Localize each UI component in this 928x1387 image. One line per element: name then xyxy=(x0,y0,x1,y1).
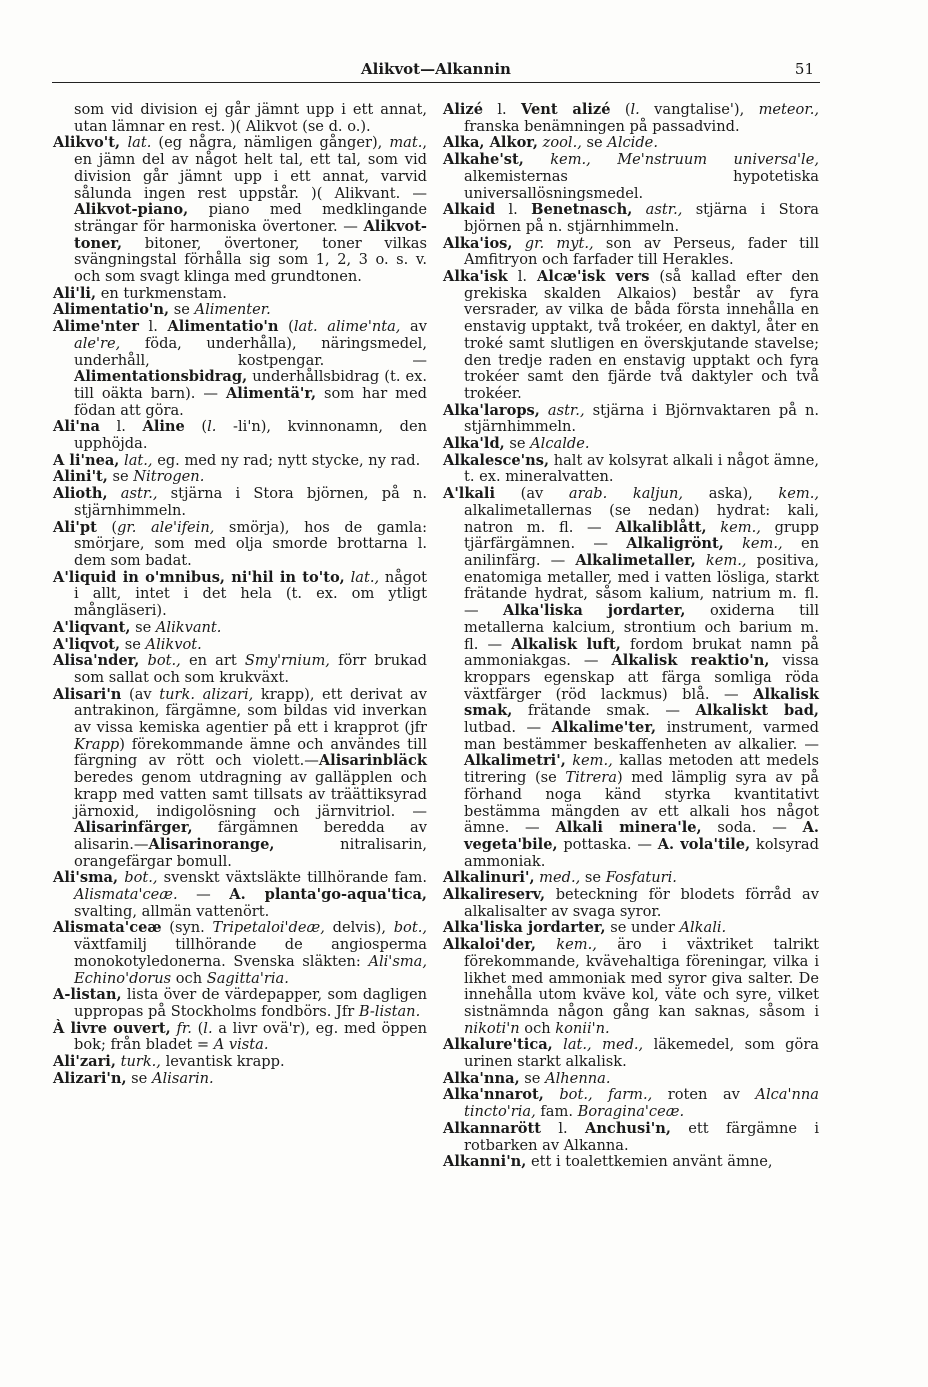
dictionary-entry xyxy=(53,302,427,319)
entry-italic: kem., xyxy=(720,518,761,536)
entry-italic: astr., xyxy=(120,485,158,503)
entry-headword: Alisarinbläck xyxy=(318,752,427,770)
entry-text xyxy=(632,201,645,218)
entry-text: fordom brukat namn på ammoniakgas. — xyxy=(464,635,820,670)
entry-headword: Alkanni'n, xyxy=(443,1153,527,1171)
entry-italic: Alcide. xyxy=(607,134,658,152)
entry-italic: Tripetaloi'deæ, xyxy=(212,919,325,937)
entry-italic: kem., xyxy=(705,551,747,569)
entry-text: som vid division ej går jämnt upp i ett annat, utan lämnar en rest. )( Alikvot (se d. o.). xyxy=(74,101,427,135)
entry-italic: Nitrogen. xyxy=(133,468,205,486)
entry-text: och xyxy=(519,1019,556,1037)
entry-italic: bot., xyxy=(147,652,181,670)
dictionary-entry xyxy=(53,102,427,135)
dictionary-entry xyxy=(53,920,427,987)
entry-text: l. xyxy=(541,1119,585,1137)
entry-text: se xyxy=(120,635,146,653)
entry-headword: A li'nea, xyxy=(53,451,120,469)
entry-headword: Anchusi'n, xyxy=(585,1119,671,1137)
entry-headword: Ali'sma, xyxy=(53,869,119,887)
dictionary-entry xyxy=(53,637,427,654)
entry-text: underhållsbidrag (t. ex. till oäkta barn). — xyxy=(74,368,427,402)
entry-italic: arab. kaljun, xyxy=(568,485,684,503)
entry-italic: B-listan. xyxy=(358,1002,421,1020)
entry-italic: Alkali. xyxy=(679,919,727,937)
entry-headword: Alkalimetaller, xyxy=(575,551,696,569)
dictionary-entry xyxy=(53,486,427,519)
entry-text xyxy=(696,552,706,569)
entry-text: (så kallad efter den grekiska skalden Alkaios) består av fyra versrader, av vilka de båda första innehålla en enstavig upptakt, två trokéer, en daktyl, åter en troké samt slutligen en överskjutande stavelse; den tredje raden en enstavig upptakt och fyra trokéer samt den fjärde två daktyler och två trokéer. xyxy=(464,268,819,402)
entry-text xyxy=(724,535,742,552)
entry-italic: bot., xyxy=(393,919,427,937)
entry-text: se under xyxy=(605,919,680,937)
entry-headword: Ali'zari, xyxy=(53,1053,116,1071)
dictionary-entry xyxy=(443,202,819,235)
entry-text: ( xyxy=(278,318,294,336)
entry-text: alkemisternas hypotetiska universallösningsmedel. xyxy=(464,167,819,202)
entry-italic: Alismata'ceæ. xyxy=(74,886,178,904)
entry-headword: Alkalure'tica, xyxy=(443,1036,553,1054)
entry-italic: kem., xyxy=(742,535,783,553)
dictionary-entry xyxy=(443,152,819,202)
entry-text: frätande smak. — xyxy=(512,702,696,720)
entry-headword: Alkalinuri', xyxy=(443,869,535,887)
entry-text: piano med medklingande strängar för harmoniska övertoner. — xyxy=(74,201,427,235)
entry-text: läkemedel, som göra urinen starkt alkalisk. xyxy=(464,1036,819,1071)
entry-headword: Ali'li, xyxy=(53,284,97,302)
entry-headword: Alisarinfärger, xyxy=(74,819,193,837)
entry-text: vangtalise'), xyxy=(639,101,759,118)
dictionary-entry xyxy=(443,436,819,453)
entry-headword: Alkaid xyxy=(443,201,496,219)
entry-italic: gr. ale'ifein, xyxy=(117,518,215,536)
entry-headword: Alka'larops, xyxy=(443,401,540,419)
dictionary-entry xyxy=(443,1037,819,1070)
entry-text: beredes genom utdragning av galläpplen och krapp med vatten samt tillsats av träättiksyrad järnoxid, indigolösning och järnvitriol. — xyxy=(74,769,427,820)
entry-italic: fr. xyxy=(176,1019,192,1037)
dictionary-entry xyxy=(53,653,427,686)
entry-text: se xyxy=(107,468,134,486)
entry-headword: Alikvot-piano, xyxy=(74,201,189,219)
dictionary-entry xyxy=(443,236,819,269)
entry-text: l. xyxy=(138,318,168,336)
entry-text: a livr ovä'r), eg. med öppen bok; från bladet = xyxy=(74,1019,427,1054)
dictionary-entry xyxy=(443,102,819,135)
entry-headword: Alime'nter xyxy=(53,318,139,336)
entry-text: ett i toalettkemien använt ämne, xyxy=(526,1153,773,1171)
entry-italic: Alikvant. xyxy=(155,618,222,636)
entry-headword: Alkaliblått, xyxy=(615,518,707,536)
entry-headword: A'liqvant, xyxy=(53,618,131,636)
entry-text xyxy=(536,936,556,953)
entry-italic: Titrera xyxy=(565,769,617,787)
entry-headword: Alismata'ceæ xyxy=(53,919,162,937)
entry-text xyxy=(108,485,121,502)
entry-italic: mat. xyxy=(389,134,423,152)
entry-headword: Alkalisk smak, xyxy=(464,685,819,720)
entry-headword: Alka'ld, xyxy=(443,435,505,453)
entry-text: vissa kroppars egenskap att färga somliga röda växtfärger (röd lackmus) blå. — xyxy=(464,652,820,703)
entry-headword: Ali'pt xyxy=(53,518,97,536)
dictionary-entry xyxy=(53,1021,427,1054)
dictionary-entry xyxy=(53,987,427,1020)
entry-headword: Alisa'nder, xyxy=(53,652,140,670)
dictionary-entry xyxy=(53,1071,427,1088)
entry-headword: Alikvot-toner, xyxy=(74,217,427,252)
entry-text: instrument, varmed man bestämmer beskaffenheten av alkalier. — xyxy=(464,719,819,753)
entry-text: grupp tjärfärgämnen. — xyxy=(464,518,819,553)
entry-italic: ale're, xyxy=(74,334,121,352)
entry-headword: Alimentatio'n, xyxy=(53,301,170,319)
dictionary-entry xyxy=(443,870,819,887)
entry-text: se xyxy=(504,435,531,453)
dictionary-entry xyxy=(53,620,427,637)
entry-headword: Alkalesce'ns, xyxy=(443,451,550,469)
entry-text: roten av xyxy=(652,1086,756,1104)
entry-headword: Alkalime'ter, xyxy=(551,719,657,737)
entry-text: fam. xyxy=(535,1103,578,1121)
entry-text: positiva, enatomiga metaller, med i vatten lösliga, starkt frätande hydrat, såsom kalium, natrium m. fl. — xyxy=(464,551,820,620)
entry-italic: astr., xyxy=(547,401,585,419)
entry-text: soda. — xyxy=(701,819,803,837)
entry-text: oxiderna till metallerna kalcium, strontium och barium m. fl. — xyxy=(464,602,820,653)
entry-headword: Alkaloi'der, xyxy=(443,936,536,954)
entry-text: bitoner, övertoner, toner vilkas svängningstal förhålla sig som 1, 2, 3 o. s. v. och som svagt klinga med grundtonen. xyxy=(74,234,427,286)
entry-text: som har med födan att göra. xyxy=(74,384,427,419)
dictionary-entry xyxy=(443,269,819,403)
entry-italic: l. xyxy=(630,101,640,118)
entry-italic: kem., xyxy=(572,752,613,770)
entry-text: l. xyxy=(482,101,521,118)
entry-text: lista över de värdepapper, som dagligen uppropas på Stockholms fondbörs. Jfr xyxy=(74,986,427,1020)
entry-text: ( xyxy=(610,101,631,118)
entry-text: ett färgämne i rotbarken av Alkanna. xyxy=(464,1119,819,1154)
entry-text: smörja), hos de gamla: smörjare, som med olja smorde brottarna l. dem som badat. xyxy=(74,518,427,569)
dictionary-entry xyxy=(443,1087,819,1120)
entry-text: en anilinfärg. — xyxy=(464,535,819,569)
entry-text xyxy=(553,1036,563,1053)
entry-italic: Alca'nna tincto'ria, xyxy=(464,1086,819,1121)
entry-text: (av xyxy=(121,685,160,703)
entry-headword: Alka, Alkor, xyxy=(443,134,539,152)
entry-headword: Alizari'n, xyxy=(53,1069,127,1087)
dictionary-entry xyxy=(53,286,427,303)
running-title: Alikvot—Alkannin xyxy=(361,60,511,78)
entry-italic: bot., farm., xyxy=(559,1086,653,1104)
entry-headword: Alimentationsbidrag, xyxy=(74,368,248,386)
entry-text: l. xyxy=(495,201,532,219)
entry-italic: Alisarin. xyxy=(151,1069,214,1087)
entry-headword: Alkahe'st, xyxy=(443,151,524,169)
entry-italic: bot., xyxy=(124,869,158,887)
entry-text: svalting, allmän vattenört. xyxy=(74,902,270,920)
entry-text: aska), xyxy=(683,485,779,503)
entry-italic: Krapp xyxy=(74,735,120,753)
entry-text: stjärna i Stora björnen på n. stjärnhimmeln. xyxy=(464,201,820,235)
entry-text: pottaska. — xyxy=(557,835,658,853)
entry-headword: A. vegeta'bile, xyxy=(464,819,820,853)
entry-text: (eg några, nämligen gånger), xyxy=(151,134,390,152)
entry-text: ( xyxy=(184,418,208,436)
entry-text xyxy=(139,652,147,669)
entry-headword: Alimentatio'n xyxy=(167,318,279,336)
dictionary-entry xyxy=(443,403,819,436)
entry-headword: Alkannarött xyxy=(443,1119,542,1137)
entry-italic: lat., xyxy=(350,568,380,586)
entry-text: färgämnen beredda av alisarin.— xyxy=(74,819,427,853)
entry-text: krapp), ett derivat av antrakinon, färgämne, som bildas vid inverkan av vissa kemiska agentier på ett i krapprot (jfr xyxy=(74,685,428,737)
entry-italic: A vista. xyxy=(213,1036,269,1054)
dictionary-entry xyxy=(53,135,427,285)
entry-italic: turk. alizari, xyxy=(159,685,254,703)
entry-italic: Sagitta'ria. xyxy=(206,969,289,987)
entry-text: växtfamilj tillhörande de angiosperma monokotyledonerna. Svenska släkten: xyxy=(74,936,427,970)
entry-text: och xyxy=(171,969,207,987)
entry-text: nitralisarin, orangefärgar bomull. xyxy=(74,835,427,870)
entry-text: alkalimetallernas (se nedan) hydrat: kali, natron m. fl. — xyxy=(464,501,819,536)
entry-italic: lat. xyxy=(127,134,152,152)
entry-italic: Smy'rnium, xyxy=(244,652,330,670)
entry-text: son av Perseus, fader till Amfitryon och farfader till Herakles. xyxy=(464,234,819,269)
entry-headword: Alizé xyxy=(443,101,483,118)
page-number: 51 xyxy=(794,60,814,78)
dictionary-entry xyxy=(443,135,819,152)
entry-headword: A'lkali xyxy=(443,485,495,503)
entry-italic: nikoti'n xyxy=(464,1019,520,1037)
entry-text: se xyxy=(580,869,606,887)
entry-text: eg. med ny rad; nytt stycke, ny rad. xyxy=(152,451,421,469)
entry-italic: konii'n. xyxy=(555,1019,610,1037)
dictionary-entry xyxy=(443,887,819,920)
entry-text xyxy=(707,519,721,536)
entry-italic: kem., xyxy=(556,936,597,954)
entry-text: kolsyrad ammoniak. xyxy=(464,835,819,870)
entry-headword: Alkali minera'le, xyxy=(555,819,702,837)
entry-headword: Alkaligrönt, xyxy=(626,535,724,553)
entry-italic: lat. alime'nta, xyxy=(293,318,401,336)
entry-headword: Alisari'n xyxy=(53,685,122,703)
entry-headword: Alini't, xyxy=(53,468,108,486)
entry-italic: Alimenter. xyxy=(194,301,271,319)
entry-text: se xyxy=(519,1069,546,1087)
entry-text: se xyxy=(169,301,195,319)
entry-text: ( xyxy=(191,1019,204,1037)
entry-headword: Alkalisk reaktio'n, xyxy=(611,652,770,670)
dictionary-entry xyxy=(443,1071,819,1088)
entry-italic: Alikvot. xyxy=(145,635,202,653)
entry-text: l. xyxy=(507,268,538,286)
dictionary-entry xyxy=(443,937,819,1037)
entry-text: ( xyxy=(96,518,118,536)
entry-text xyxy=(544,1086,560,1103)
entry-italic: l. xyxy=(207,418,217,436)
entry-text xyxy=(540,402,548,419)
dictionary-entry xyxy=(53,469,427,486)
dictionary-entry xyxy=(53,687,427,871)
entry-headword: A'liquid in o'mnibus, ni'hil in to'to, xyxy=(53,568,345,586)
entry-italic: kem., xyxy=(778,485,820,503)
entry-italic: gr. myt., xyxy=(524,234,594,252)
entry-headword: Ali'na xyxy=(53,418,100,436)
entry-text: äro i växtriket talrikt förekommande, kvävehaltiga föreningar, vilka i likhet med ammoniak med syror giva salter. De innehålla utom kväve kol, väte och syre, vilket sistnämnda någon gång kan saknas, såsom i xyxy=(464,936,819,1020)
entry-text: se xyxy=(126,1069,152,1087)
entry-headword: Alka'isk xyxy=(443,268,508,286)
entry-italic: Alcalde. xyxy=(530,435,590,453)
entry-text: kallas metoden att medels titrering (se xyxy=(464,752,820,787)
entry-text: l. xyxy=(99,418,143,436)
entry-text: ) förekommande ämne och användes till färgning av rött och violett.— xyxy=(74,735,427,770)
right-column xyxy=(443,102,819,1171)
entry-italic: l. xyxy=(203,1019,213,1037)
entry-italic: med., xyxy=(539,869,581,887)
entry-text: (av xyxy=(495,485,569,503)
left-column xyxy=(53,102,427,1087)
entry-headword: Alcæ'isk vers xyxy=(537,268,650,286)
entry-text: föda, underhålla), näringsmedel, underhåll, kostpengar. — xyxy=(74,334,427,369)
dictionary-entry xyxy=(53,319,427,419)
entry-italic: Alhenna. xyxy=(545,1069,611,1087)
entry-text: delvis), xyxy=(324,919,394,937)
entry-text: halt av kolsyrat alkali i något ämne, t. ex. mineralvatten. xyxy=(464,451,819,486)
entry-headword: A. planta'go-aqua'tica, xyxy=(229,886,427,904)
entry-text: förr brukad som sallat och som krukväxt. xyxy=(74,652,428,686)
dictionary-entry xyxy=(53,570,427,620)
dictionary-entry xyxy=(53,870,427,920)
entry-headword: Alka'nnarot, xyxy=(443,1086,544,1104)
entry-headword: Alka'nna, xyxy=(443,1069,520,1087)
dictionary-entry xyxy=(53,419,427,452)
entry-headword: A. vola'tile, xyxy=(657,835,751,853)
entry-headword: Alka'liska jordarter, xyxy=(503,602,686,620)
dictionary-entry xyxy=(443,920,819,937)
entry-text: — xyxy=(177,886,230,904)
entry-text: stjärna i Björnvaktaren på n. stjärnhimmeln. xyxy=(464,401,819,436)
dictionary-entry xyxy=(53,520,427,570)
entry-text: levantisk krapp. xyxy=(160,1053,285,1071)
entry-text: franska benämningen på passadvind. xyxy=(464,117,740,135)
entry-text: av xyxy=(400,318,427,336)
entry-italic: lat., med., xyxy=(563,1036,644,1054)
entry-text: något i allt, intet i det hela (t. ex. om ytligt mångläseri). xyxy=(74,568,428,620)
entry-text: -li'n), kvinnonamn, den upphöjda. xyxy=(74,418,427,453)
entry-text: en turkmenstam. xyxy=(96,284,227,302)
entry-text: en art xyxy=(180,652,245,670)
entry-italic: Fosfaturi. xyxy=(605,869,677,887)
entry-italic: astr., xyxy=(645,201,683,219)
page-header xyxy=(52,60,820,83)
entry-headword: Alka'liska jordarter, xyxy=(443,919,606,937)
entry-text: lutbad. — xyxy=(464,719,552,737)
dictionary-entry xyxy=(443,486,819,870)
entry-headword: Alkaliskt bad, xyxy=(695,702,819,720)
entry-headword: Benetnasch, xyxy=(531,201,633,219)
entry-text: svenskt växtsläkte tillhörande fam. xyxy=(157,869,428,887)
entry-headword: Alioth, xyxy=(53,485,108,503)
entry-headword: Vent alizé xyxy=(520,101,611,118)
entry-text: se xyxy=(130,618,156,636)
entry-headword: Alkalisk luft, xyxy=(511,635,621,653)
dictionary-entry xyxy=(53,1054,427,1071)
entry-text xyxy=(512,235,524,252)
dictionary-entry xyxy=(443,1121,819,1154)
entry-headword: Alkalimetri', xyxy=(464,752,566,770)
entry-text: beteckning för blodets förråd av alkalisalter av svaga syror. xyxy=(464,886,819,920)
entry-italic: kem., Me'nstruum universa'le, xyxy=(550,151,819,169)
entry-text: (syn. xyxy=(161,919,213,937)
entry-headword: Alikvo't, xyxy=(53,134,128,152)
entry-italic: lat., xyxy=(124,451,153,469)
entry-text xyxy=(524,151,550,168)
entry-text: ) med lämplig syra av på förhand noga känd styrka kvantitativt bestämma mängden av ett alkali hos något ämne. — xyxy=(464,769,819,837)
entry-italic: meteor., xyxy=(758,101,819,118)
entry-headword: A'liqvot, xyxy=(53,635,121,653)
entry-text: , en jämn del av något helt tal, ett tal, som vid division går jämnt upp i ett annat, varvid sålunda ingen rest uppstår. )( Alikvant. — xyxy=(74,134,427,202)
entry-headword: Alisarinorange, xyxy=(148,835,275,853)
dictionary-entry xyxy=(443,453,819,486)
entry-headword: À livre ouvert, xyxy=(53,1019,171,1037)
entry-text: se xyxy=(581,134,608,152)
entry-headword: Alka'ios, xyxy=(443,234,513,252)
entry-italic: turk., xyxy=(120,1053,161,1071)
entry-headword: A-listan, xyxy=(53,986,122,1004)
dictionary-entry xyxy=(443,1154,819,1171)
entry-italic: Boragina'ceæ. xyxy=(577,1103,685,1121)
dictionary-entry xyxy=(53,453,427,470)
entry-headword: Alimentä'r, xyxy=(225,384,317,402)
entry-text: stjärna i Stora björnen, på n. stjärnhimmeln. xyxy=(74,485,428,519)
entry-headword: Alkalireserv, xyxy=(443,886,546,904)
entry-headword: Aline xyxy=(142,418,185,436)
entry-italic: zool., xyxy=(542,134,582,152)
entry-italic: Ali'sma, Echino'dorus xyxy=(74,952,427,987)
